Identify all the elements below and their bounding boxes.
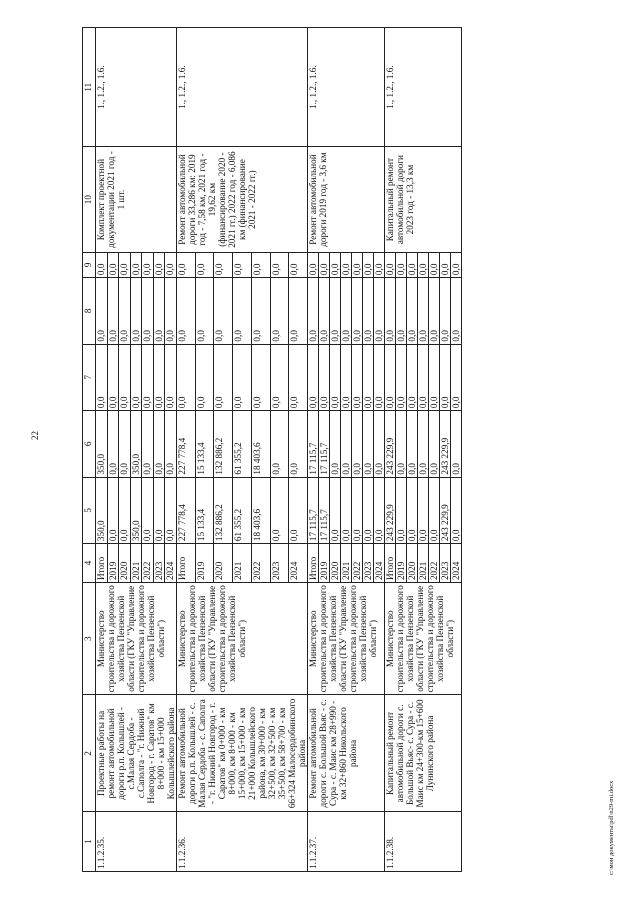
total-funding-cell: 350,0	[130, 477, 142, 544]
total-funding-cell: 18 403,6	[251, 477, 270, 544]
event-name-cell: Капитальный ремонт автомобильной дороги с. Большой Вьяс- с. Сура - с. Маис км 24+300-км 15+600 Лунинского района	[385, 695, 462, 812]
regional-budget-cell: 0,0	[270, 411, 289, 478]
indicator-codes-cell: 1., 1.2., 1.6.	[308, 28, 385, 147]
regional-budget-cell: 0,0	[107, 411, 119, 478]
other-sources-cell: 0,0	[374, 252, 385, 277]
col-header-1: 1	[83, 812, 96, 872]
regional-budget-cell: 0,0	[341, 411, 352, 478]
table-row	[96, 28, 108, 872]
indicator-codes-cell: 1., 1.2., 1.6.	[96, 28, 177, 147]
executor-cell: Министерство строительства и дорожного хозяйства Пензенской области (ГКУ "Управление строительства и дорожного хозяйства Пензенской области")	[385, 583, 462, 695]
col-header-11: 11	[83, 28, 96, 147]
federal-budget-cell: 0,0	[142, 344, 154, 411]
table-row	[385, 28, 396, 872]
local-budget-cell: 0,0	[165, 278, 177, 345]
other-sources-cell: 0,0	[119, 252, 131, 277]
federal-budget-cell: 0,0	[396, 344, 407, 411]
regional-budget-cell: 0,0	[142, 411, 154, 478]
total-funding-cell: 0,0	[352, 477, 363, 544]
total-funding-cell: 0,0	[289, 477, 308, 544]
regional-budget-cell: 17 115,7	[319, 411, 330, 478]
regional-budget-cell: 0,0	[119, 411, 131, 478]
federal-budget-cell: 0,0	[451, 344, 462, 411]
indicator-codes-cell: 1., 1.2., 1.6.	[385, 28, 462, 147]
col-header-3: 3	[83, 583, 96, 695]
total-funding-cell: 132 886,2	[214, 477, 233, 544]
regional-budget-cell: 0,0	[289, 411, 308, 478]
regional-budget-cell: 0,0	[363, 411, 374, 478]
federal-budget-cell: 0,0	[195, 344, 214, 411]
federal-budget-cell: 0,0	[440, 344, 451, 411]
executor-cell: Министерство строительства и дорожного хозяйства Пензенской области (ГКУ "Управление строительства и дорожного хозяйства Пензенской области")	[96, 583, 177, 695]
local-budget-cell: 0,0	[130, 278, 142, 345]
col-header-7: 7	[83, 344, 96, 411]
federal-budget-cell: 0,0	[119, 344, 131, 411]
event-name-cell: Ремонт автомобильной дороги с. Большой Вьяс - с. Сура - с. Маис км 28+990 - км 32+860 Никольского района	[308, 695, 385, 812]
other-sources-cell: 0,0	[233, 252, 252, 277]
total-funding-cell: 61 355,2	[233, 477, 252, 544]
regional-budget-cell: 0,0	[374, 411, 385, 478]
other-sources-cell: 0,0	[352, 252, 363, 277]
regional-budget-cell: 17 115,7	[308, 411, 319, 478]
year-cell: 2024	[165, 544, 177, 583]
local-budget-cell: 0,0	[352, 278, 363, 345]
local-budget-cell: 0,0	[407, 278, 418, 345]
other-sources-cell: 0,0	[270, 252, 289, 277]
total-funding-cell: 0,0	[330, 477, 341, 544]
regional-budget-cell: 0,0	[153, 411, 165, 478]
table-body	[96, 28, 462, 872]
rotated-table-container	[82, 27, 610, 872]
regional-budget-cell: 243 229,9	[385, 411, 396, 478]
federal-budget-cell: 0,0	[385, 344, 396, 411]
local-budget-cell: 0,0	[308, 278, 319, 345]
federal-budget-cell: 0,0	[330, 344, 341, 411]
local-budget-cell: 0,0	[330, 278, 341, 345]
executor-cell: Министерство строительства и дорожного хозяйства Пензенской области (ГКУ "Управление строительства и дорожного хозяйства Пензенской области")	[177, 583, 308, 695]
local-budget-cell: 0,0	[270, 278, 289, 345]
year-cell: 2020	[407, 544, 418, 583]
other-sources-cell: 0,0	[107, 252, 119, 277]
other-sources-cell: 0,0	[451, 252, 462, 277]
col-header-4: 4	[83, 544, 96, 583]
row-number-cell: 1.1.2.35.	[96, 812, 177, 872]
regional-budget-cell: 0,0	[330, 411, 341, 478]
event-name-cell: Ремонт автомобильной дороги р.п. Колышлей - с. Малая Сердоба - с. Саполга - "г. Нижний Новгород - г. Саратов" км 0+000 - км 8+000, км 8+000 - км 15+000, км 15+000 - км 21+000 Колышлейского района, км 30+000 - км 32+500, км 32+500 - км 35+500, км 58+700 - км 66+324 Малосердобинского района	[177, 695, 308, 812]
other-sources-cell: 0,0	[319, 252, 330, 277]
local-budget-cell: 0,0	[119, 278, 131, 345]
year-cell: 2021	[418, 544, 429, 583]
regional-budget-cell: 350,0	[96, 411, 108, 478]
local-budget-cell: 0,0	[142, 278, 154, 345]
year-cell: 2022	[352, 544, 363, 583]
result-cell: Ремонт автомобильной дороги 2019 год - 3,6 км	[308, 147, 385, 253]
executor-cell: Министерство строительства и дорожного хозяйства Пензенской области (ГКУ "Управление строительства и дорожного хозяйства Пензенской области")	[308, 583, 385, 695]
total-funding-cell: 0,0	[451, 477, 462, 544]
year-cell: 2020	[119, 544, 131, 583]
year-cell: Итого	[385, 544, 396, 583]
total-funding-cell: 0,0	[363, 477, 374, 544]
total-funding-cell: 0,0	[153, 477, 165, 544]
federal-budget-cell: 0,0	[319, 344, 330, 411]
year-cell: 2021	[130, 544, 142, 583]
regional-budget-cell: 350,0	[130, 411, 142, 478]
other-sources-cell: 0,0	[195, 252, 214, 277]
local-budget-cell: 0,0	[319, 278, 330, 345]
year-cell: Итого	[96, 544, 108, 583]
table-row	[177, 28, 196, 872]
year-cell: 2022	[142, 544, 154, 583]
local-budget-cell: 0,0	[385, 278, 396, 345]
local-budget-cell: 0,0	[341, 278, 352, 345]
regional-budget-cell: 0,0	[407, 411, 418, 478]
other-sources-cell: 0,0	[363, 252, 374, 277]
year-cell: 2021	[341, 544, 352, 583]
year-cell: 2019	[195, 544, 214, 583]
regional-budget-cell: 0,0	[396, 411, 407, 478]
total-funding-cell: 0,0	[407, 477, 418, 544]
local-budget-cell: 0,0	[451, 278, 462, 345]
local-budget-cell: 0,0	[195, 278, 214, 345]
other-sources-cell: 0,0	[418, 252, 429, 277]
col-header-10: 10	[83, 147, 96, 253]
page-number: 22	[30, 431, 40, 440]
total-funding-cell: 0,0	[429, 477, 440, 544]
local-budget-cell: 0,0	[233, 278, 252, 345]
other-sources-cell: 0,0	[165, 252, 177, 277]
other-sources-cell: 0,0	[429, 252, 440, 277]
table-row	[308, 28, 319, 872]
total-funding-cell: 0,0	[396, 477, 407, 544]
result-cell: Ремонт автомобильной дороги 33,286 км: 2019 год - 7,58 км, 2021 год - 19,62 км (финансирование 2020 - 2021 гг.) 2022 год - 6,086 км (финансирование 2021 - 2022 гг.)	[177, 147, 308, 253]
col-header-6: 6	[83, 411, 96, 478]
federal-budget-cell: 0,0	[214, 344, 233, 411]
year-cell: Итого	[177, 544, 196, 583]
federal-budget-cell: 0,0	[363, 344, 374, 411]
total-funding-cell: 0,0	[270, 477, 289, 544]
total-funding-cell: 0,0	[119, 477, 131, 544]
total-funding-cell: 17 115,7	[308, 477, 319, 544]
local-budget-cell: 0,0	[177, 278, 196, 345]
total-funding-cell: 0,0	[418, 477, 429, 544]
year-cell: 2022	[251, 544, 270, 583]
federal-budget-cell: 0,0	[165, 344, 177, 411]
year-cell: 2023	[363, 544, 374, 583]
federal-budget-cell: 0,0	[308, 344, 319, 411]
total-funding-cell: 17 115,7	[319, 477, 330, 544]
header-row	[83, 28, 96, 872]
regional-budget-cell: 227 778,4	[177, 411, 196, 478]
other-sources-cell: 0,0	[385, 252, 396, 277]
regional-budget-cell: 18 403,6	[251, 411, 270, 478]
federal-budget-cell: 0,0	[107, 344, 119, 411]
local-budget-cell: 0,0	[429, 278, 440, 345]
federal-budget-cell: 0,0	[177, 344, 196, 411]
regional-budget-cell: 243 229,9	[440, 411, 451, 478]
indicator-codes-cell: 1., 1.2., 1.6.	[177, 28, 308, 147]
event-name-cell: Проектные работы на ремонт автомобильной дороги р.п. Колышлей - с.Малая Сердоба - с.Саполга - "г. Нижний Новгород - г. Саратов" км 8+000 - км 15+000 Колышлейского района	[96, 695, 177, 812]
regional-budget-cell: 0,0	[451, 411, 462, 478]
year-cell: 2023	[153, 544, 165, 583]
other-sources-cell: 0,0	[330, 252, 341, 277]
col-header-2: 2	[83, 695, 96, 812]
other-sources-cell: 0,0	[96, 252, 108, 277]
row-number-cell: 1.1.2.37.	[308, 812, 385, 872]
footer-file-path: c:\мои документы\pdl\n29-mi.docx	[608, 780, 615, 875]
federal-budget-cell: 0,0	[289, 344, 308, 411]
row-number-cell: 1.1.2.38.	[385, 812, 462, 872]
total-funding-cell: 227 778,4	[177, 477, 196, 544]
regional-budget-cell: 0,0	[418, 411, 429, 478]
local-budget-cell: 0,0	[363, 278, 374, 345]
federal-budget-cell: 0,0	[251, 344, 270, 411]
other-sources-cell: 0,0	[153, 252, 165, 277]
other-sources-cell: 0,0	[289, 252, 308, 277]
total-funding-cell: 0,0	[374, 477, 385, 544]
regional-budget-cell: 15 133,4	[195, 411, 214, 478]
col-header-9: 9	[83, 252, 96, 277]
other-sources-cell: 0,0	[177, 252, 196, 277]
federal-budget-cell: 0,0	[352, 344, 363, 411]
regional-budget-cell: 132 886,2	[214, 411, 233, 478]
year-cell: 2024	[451, 544, 462, 583]
other-sources-cell: 0,0	[214, 252, 233, 277]
local-budget-cell: 0,0	[396, 278, 407, 345]
col-header-5: 5	[83, 477, 96, 544]
year-cell: 2020	[214, 544, 233, 583]
year-cell: 2020	[330, 544, 341, 583]
local-budget-cell: 0,0	[214, 278, 233, 345]
local-budget-cell: 0,0	[289, 278, 308, 345]
total-funding-cell: 243 229,9	[440, 477, 451, 544]
federal-budget-cell: 0,0	[407, 344, 418, 411]
year-cell: Итого	[308, 544, 319, 583]
regional-budget-cell: 0,0	[165, 411, 177, 478]
other-sources-cell: 0,0	[341, 252, 352, 277]
regional-budget-cell: 61 355,2	[233, 411, 252, 478]
total-funding-cell: 0,0	[107, 477, 119, 544]
year-cell: 2022	[429, 544, 440, 583]
result-cell: Комплект проектной документации 2021 год - 1 шт.	[96, 147, 177, 253]
total-funding-cell: 243 229,9	[385, 477, 396, 544]
other-sources-cell: 0,0	[142, 252, 154, 277]
local-budget-cell: 0,0	[153, 278, 165, 345]
local-budget-cell: 0,0	[251, 278, 270, 345]
regional-budget-cell: 0,0	[429, 411, 440, 478]
federal-budget-cell: 0,0	[418, 344, 429, 411]
other-sources-cell: 0,0	[440, 252, 451, 277]
year-cell: 2023	[440, 544, 451, 583]
total-funding-cell: 0,0	[341, 477, 352, 544]
regional-budget-cell: 0,0	[352, 411, 363, 478]
other-sources-cell: 0,0	[130, 252, 142, 277]
federal-budget-cell: 0,0	[374, 344, 385, 411]
program-table	[82, 27, 462, 872]
federal-budget-cell: 0,0	[341, 344, 352, 411]
federal-budget-cell: 0,0	[429, 344, 440, 411]
other-sources-cell: 0,0	[251, 252, 270, 277]
local-budget-cell: 0,0	[418, 278, 429, 345]
federal-budget-cell: 0,0	[233, 344, 252, 411]
federal-budget-cell: 0,0	[96, 344, 108, 411]
other-sources-cell: 0,0	[308, 252, 319, 277]
year-cell: 2023	[270, 544, 289, 583]
year-cell: 2024	[289, 544, 308, 583]
total-funding-cell: 0,0	[142, 477, 154, 544]
col-header-8: 8	[83, 278, 96, 345]
local-budget-cell: 0,0	[96, 278, 108, 345]
total-funding-cell: 15 133,4	[195, 477, 214, 544]
result-cell: Капитальный ремонт автомобильной дороги 2023 год - 13,3 км	[385, 147, 462, 253]
federal-budget-cell: 0,0	[130, 344, 142, 411]
federal-budget-cell: 0,0	[270, 344, 289, 411]
year-cell: 2019	[396, 544, 407, 583]
local-budget-cell: 0,0	[374, 278, 385, 345]
year-cell: 2019	[107, 544, 119, 583]
year-cell: 2024	[374, 544, 385, 583]
total-funding-cell: 350,0	[96, 477, 108, 544]
year-cell: 2021	[233, 544, 252, 583]
total-funding-cell: 0,0	[165, 477, 177, 544]
local-budget-cell: 0,0	[107, 278, 119, 345]
federal-budget-cell: 0,0	[153, 344, 165, 411]
other-sources-cell: 0,0	[396, 252, 407, 277]
row-number-cell: 1.1.2.36.	[177, 812, 308, 872]
local-budget-cell: 0,0	[440, 278, 451, 345]
year-cell: 2019	[319, 544, 330, 583]
other-sources-cell: 0,0	[407, 252, 418, 277]
